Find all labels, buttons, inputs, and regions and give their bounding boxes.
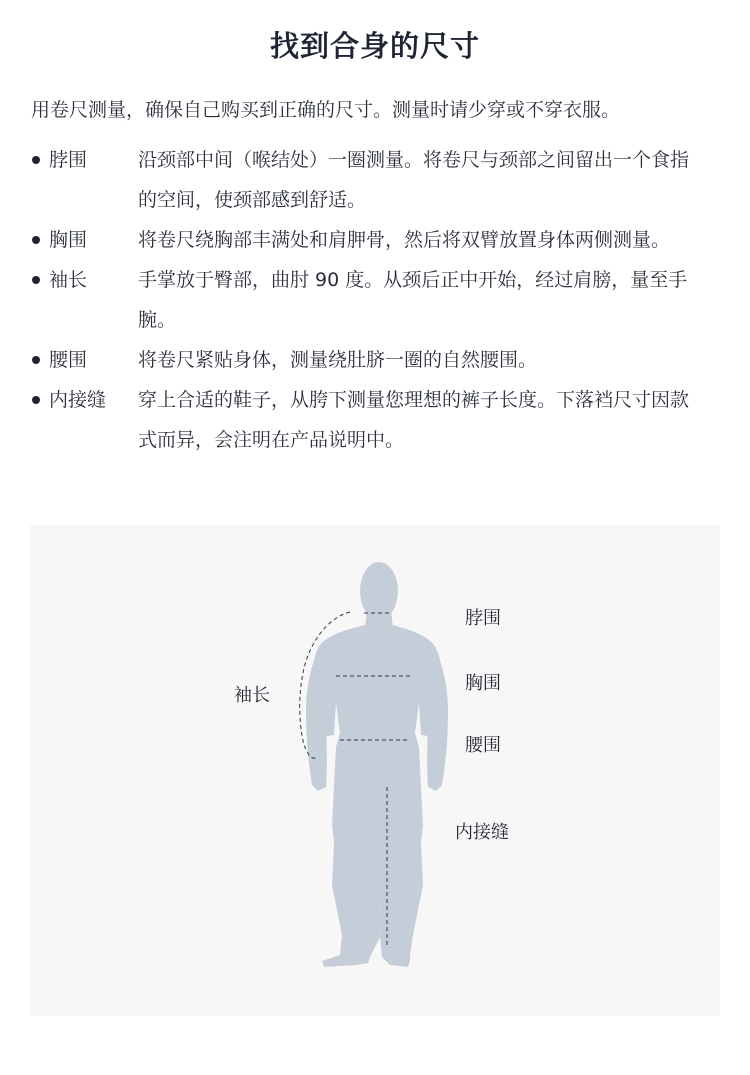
silhouette-icon [306, 562, 448, 967]
list-item-neck [31, 140, 721, 220]
list-item-sleeve [31, 260, 721, 340]
label-chest: 胸围 [465, 673, 501, 694]
term-neck: 脖围 [49, 149, 88, 171]
desc-neck: 沿颈部中间（喉结处）一圈测量。将卷尺与颈部之间留出一个食指的空间，使颈部感到舒适。 [138, 149, 690, 211]
term-sleeve: 袖长 [49, 269, 88, 291]
list-item-inseam [31, 380, 721, 460]
bullet-icon [31, 260, 49, 340]
term-waist: 腰围 [49, 349, 88, 371]
term-chest: 胸围 [49, 229, 88, 251]
label-neck: 脖围 [465, 608, 501, 629]
desc-waist: 将卷尺紧贴身体，测量绕肚脐一圈的自然腰围。 [138, 349, 538, 371]
bullet-icon [31, 140, 49, 220]
list-item-chest [31, 220, 721, 260]
body-silhouette-figure [30, 525, 720, 1016]
page-title: 找到合身的尺寸 [269, 29, 480, 63]
term-inseam: 内接缝 [49, 389, 107, 411]
bullet-icon [31, 220, 49, 260]
measurement-guide-list [31, 140, 721, 460]
intro-text: 用卷尺测量，确保自己购买到正确的尺寸。测量时请少穿或不穿衣服。 [31, 99, 621, 121]
desc-sleeve: 手掌放于臀部，曲肘 90 度。从颈后正中开始，经过肩膀，量至手腕。 [138, 269, 688, 331]
desc-chest: 将卷尺绕胸部丰满处和肩胛骨，然后将双臂放置身体两侧测量。 [138, 229, 671, 251]
label-waist: 腰围 [465, 735, 501, 756]
label-inseam: 内接缝 [455, 822, 509, 843]
desc-inseam: 穿上合适的鞋子，从胯下测量您理想的裤子长度。下落裆尺寸因款式而异，会注明在产品说明中。 [138, 389, 690, 451]
label-sleeve: 袖长 [234, 685, 270, 706]
bullet-icon [31, 380, 49, 460]
measurement-figure-panel [30, 525, 720, 1016]
bullet-icon [31, 340, 49, 380]
list-item-waist [31, 340, 721, 380]
